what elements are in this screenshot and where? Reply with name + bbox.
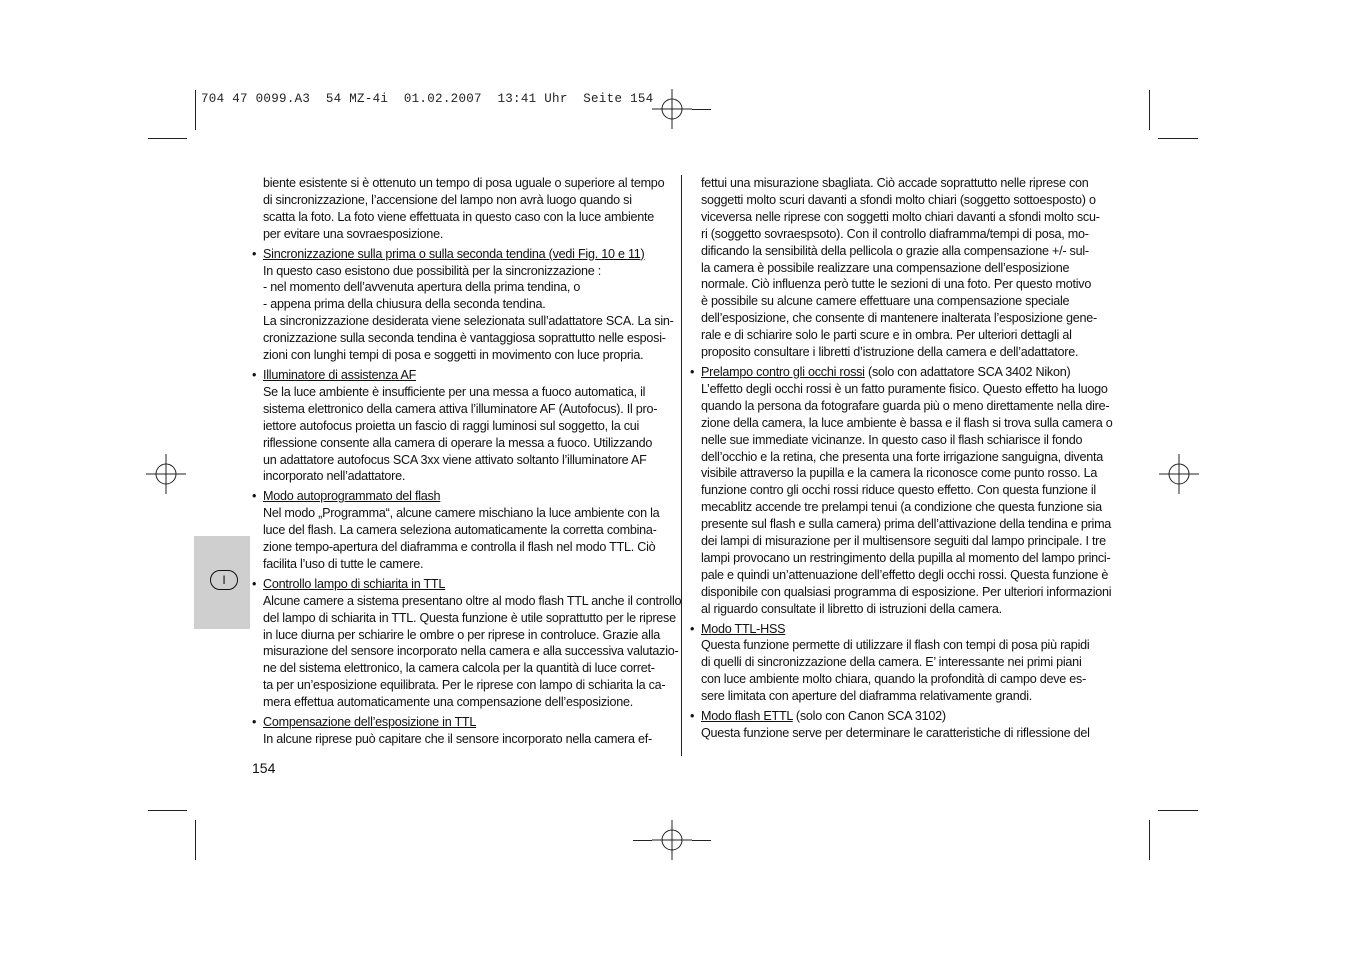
text-line: del lampo di schiarita in TTL. Questa funzione è utile soprattutto per le riprese (263, 610, 676, 625)
registration-line-bottom-right (692, 840, 711, 841)
bullet-icon: • (252, 246, 257, 261)
right-items (690, 364, 1115, 742)
right-column (690, 175, 1115, 742)
bullet-item (690, 621, 1115, 706)
bullet-icon: • (252, 715, 257, 730)
crop-mark-top-left-v (195, 90, 196, 130)
text-line: incorporato nell’adattatore. (263, 469, 406, 484)
text-line: Nel modo „Programma“, alcune camere mischiano la luce ambiente con la (263, 506, 660, 521)
crop-mark-bottom-left-v (195, 820, 196, 860)
text-line: sistema elettronico della camera attiva l’illuminatore AF (Autofocus). Il pro- (263, 401, 658, 416)
registration-line-top (692, 109, 711, 110)
text-line: normale. Ciò influenza però tutte le sezioni di una foto. Per questo motivo (701, 277, 1092, 292)
bullet-item (252, 576, 682, 711)
text-line: pale e quindi un’attenuazione dell’effetto degli occhi rossi. Questa funzione è (701, 567, 1109, 582)
text-line: In alcune riprese può capitare che il sensore incorporato nella camera ef- (263, 732, 652, 746)
text-line: dell’esposizione, che consente di mantenere inalterata l’esposizione gene- (701, 311, 1097, 326)
language-tab (194, 536, 250, 629)
bullet-item (252, 714, 676, 748)
text-line: quando la persona da fotografare guarda più o meno direttamente nella dire- (701, 398, 1110, 413)
crop-mark-bottom-right-h (1158, 810, 1198, 811)
right-intro (690, 175, 1115, 361)
text-line: mera effettua automaticamente una compensazione dell’esposizione. (263, 695, 633, 710)
text-line: di quelli di sincronizzazione della camera. E’ interessante nei primi piani (701, 655, 1082, 670)
bullet-icon: • (252, 367, 257, 382)
bullet-icon: • (690, 621, 695, 636)
item-body (252, 263, 676, 364)
text-line: La sincronizzazione desiderata viene selezionata sull’adattatore SCA. La sin- (263, 314, 674, 329)
text-line: facilita l’uso di tutte le camere. (263, 556, 424, 571)
item-heading-underlined: Modo flash ETTL (701, 709, 793, 724)
text-line: disponibile con qualsiasi programma di esposizione. Per ulteriori informazioni (701, 584, 1112, 599)
text-line: lampi provocano un restringimento della pupilla al momento del lampo princi- (701, 550, 1111, 565)
text-line: la camera è possibile realizzare una compensazione dell’esposizione (701, 260, 1070, 275)
item-heading (690, 621, 1115, 638)
print-header: 704 47 0099.A3 54 MZ-4i 01.02.2007 13:41 Uhr Seite 154 (201, 92, 654, 106)
item-heading (252, 246, 676, 263)
item-heading (690, 364, 1115, 381)
text-line: per evitare una sovraesposizione. (263, 226, 444, 241)
text-line: riflessione consente alla camera di operare la messa a fuoco. Utilizzando (263, 435, 653, 450)
crop-mark-bottom-left-h (148, 810, 187, 811)
item-heading (252, 488, 676, 505)
text-line: zioni con lunghi tempi di posa e soggetti in movimento con luce propria. (263, 348, 644, 363)
text-line: ta per un’esposizione equilibrata. Per le riprese con lampo di schiarita la ca- (263, 678, 666, 693)
bullet-item (252, 367, 676, 485)
text-line: Se la luce ambiente è insufficiente per una messa a fuoco automatica, il (263, 384, 646, 399)
item-heading-underlined: Prelampo contro gli occhi rossi (701, 364, 865, 379)
item-body (690, 725, 1115, 742)
text-line: - appena prima della chiusura della seconda tendina. (263, 297, 546, 312)
item-heading (252, 714, 676, 731)
text-line: zione della camera, la luce ambiente è bassa e il flash si trova sulla camera o (701, 415, 1113, 430)
text-line: Alcune camere a sistema presentano oltre al modo flash TTL anche il controllo (263, 593, 682, 608)
crop-mark-top-right-v (1149, 90, 1150, 130)
text-line: di sincronizzazione, l’accensione del lampo non avrà luogo quando si (263, 192, 632, 207)
bullet-item (690, 708, 1115, 742)
text-line: iettore autofocus proietta un fascio di raggi luminosi sul soggetto, la cui (263, 418, 640, 433)
item-heading-underlined: Modo autoprogrammato del flash (263, 489, 441, 504)
item-body (252, 731, 676, 748)
text-line: sere limitata con aperture del diaframma relativamente grandi. (701, 689, 1032, 704)
bullet-icon: • (690, 364, 695, 379)
text-line: ne del sistema elettronico, la camera calcola per la quantità di luce corret- (263, 661, 655, 676)
item-heading (690, 708, 1115, 725)
left-column (252, 175, 682, 748)
text-line: Questa funzione permette di utilizzare il flash con tempi di posa più rapidi (701, 638, 1090, 653)
text-line: biente esistente si è ottenuto un tempo di posa uguale o superiore al tempo (263, 176, 665, 190)
item-heading (252, 367, 676, 384)
crop-mark-bottom-right-v (1149, 820, 1150, 860)
left-items (252, 246, 682, 748)
text-line: nelle sue immediate vicinanze. In questo caso il flash schiarisce il fondo (701, 432, 1083, 447)
text-line: con luce ambiente molto chiara, quando la profondità di campo deve es- (701, 672, 1087, 687)
item-body (252, 384, 676, 485)
text-line: zione tempo-apertura del diaframma e controlla il flash nel modo TTL. Ciò (263, 540, 656, 555)
text-line: è possibile su alcune camere effettuare una compensazione speciale (701, 294, 1070, 309)
item-heading-suffix: (solo con Canon SCA 3102) (792, 709, 946, 724)
item-body (252, 593, 682, 711)
text-line: al riguardo consultate il libretto di istruzioni della camera. (701, 601, 1002, 616)
item-body (690, 381, 1115, 618)
column-divider (681, 175, 682, 756)
bullet-item (252, 246, 676, 364)
language-badge: I (210, 570, 238, 590)
text-line: fettui una misurazione sbagliata. Ciò accade soprattutto nelle riprese con (701, 176, 1089, 190)
crop-mark-top-left-h (148, 138, 187, 139)
item-body (690, 637, 1115, 705)
registration-mark-left-icon (146, 454, 186, 494)
text-line: visibile attraverso la pupilla e la camera la riconosce come punto rosso. La (701, 466, 1098, 481)
text-line: presente sul flash e sulla camera) prima dell’attivazione della tendina e prima (701, 517, 1112, 532)
bullet-item (690, 364, 1115, 618)
text-line: luce del flash. La camera seleziona automaticamente la corretta combina- (263, 523, 657, 538)
registration-mark-top-icon (652, 89, 692, 129)
text-line: in luce diurna per schiarire le ombre o per riprese in controluce. Grazie alla (263, 627, 660, 642)
text-line: cronizzazione sulla seconda tendina è vantaggiosa soprattutto nelle esposi- (263, 331, 666, 346)
text-line: In questo caso esistono due possibilità per la sincronizzazione : (263, 263, 601, 278)
item-heading-underlined: Sincronizzazione sulla prima o sulla seconda tendina (vedi Fig. 10 e 11) (263, 246, 645, 261)
text-line: rale e di schiarire solo le parti scure e in ombra. Per ulteriori dettagli al (701, 328, 1072, 343)
text-line: - nel momento dell’avvenuta apertura della prima tendina, o (263, 280, 581, 295)
item-heading (252, 576, 676, 593)
text-line: soggetti molto scuri davanti a sfondi molto chiari (soggetto sottoesposto) o (701, 192, 1096, 207)
text-line: misurazione del sensore incorporato nella camera e alla successiva valutazio- (263, 644, 679, 659)
text-line: L’effetto degli occhi rossi è un fatto puramente fisico. Questo effetto ha luogo (701, 381, 1108, 396)
text-line: viceversa nelle riprese con soggetti molto chiari davanti a sfondi molto scu- (701, 209, 1100, 224)
registration-mark-right-icon (1159, 454, 1199, 494)
item-body (252, 505, 676, 573)
bullet-icon: • (690, 709, 695, 724)
text-line: funzione contro gli occhi rossi riduce questo effetto. Con questa funzione il (701, 483, 1096, 498)
item-heading-underlined: Modo TTL-HSS (701, 621, 786, 636)
item-heading-underlined: Controllo lampo di schiarita in TTL (263, 576, 446, 591)
item-heading-underlined: Illuminatore di assistenza AF (263, 367, 417, 382)
item-heading-suffix: (solo con adattatore SCA 3402 Nikon) (864, 364, 1071, 379)
page-number: 154 (252, 760, 276, 776)
crop-mark-top-right-h (1158, 138, 1198, 139)
text-line: Questa funzione serve per determinare le caratteristiche di riflessione del (701, 726, 1090, 740)
text-line: proposito consultare i libretti d’istruzione della camera e dell’adattatore. (701, 345, 1079, 360)
text-line: mecablitz accende tre prelampi tenui (a condizione che questa funzione sia (701, 500, 1102, 515)
registration-mark-bottom-icon (652, 820, 692, 860)
text-line: un adattatore autofocus SCA 3xx viene attivato soltanto l’illuminatore AF (263, 452, 647, 467)
text-line: scatta la foto. La foto viene effettuata in questo caso con la luce ambiente (263, 209, 655, 224)
bullet-icon: • (252, 576, 257, 591)
text-line: dificando la sensibilità della pellicola o grazie alla compensazione +/- sul- (701, 243, 1089, 258)
text-line: dei lampi di misurazione per il multisensore seguiti dal lampo principale. I tre (701, 534, 1106, 549)
registration-line-bottom-left (633, 840, 652, 841)
text-line: dell’occhio e la retina, che presenta una forte irrigazione sanguigna, diventa (701, 449, 1103, 464)
left-intro (252, 175, 676, 243)
item-heading-underlined: Compensazione dell’esposizione in TTL (263, 715, 477, 730)
bullet-icon: • (252, 489, 257, 504)
text-line: ri (soggetto sovraespsoto). Con il controllo diaframma/tempi di posa, mo- (701, 226, 1089, 241)
bullet-item (252, 488, 676, 573)
